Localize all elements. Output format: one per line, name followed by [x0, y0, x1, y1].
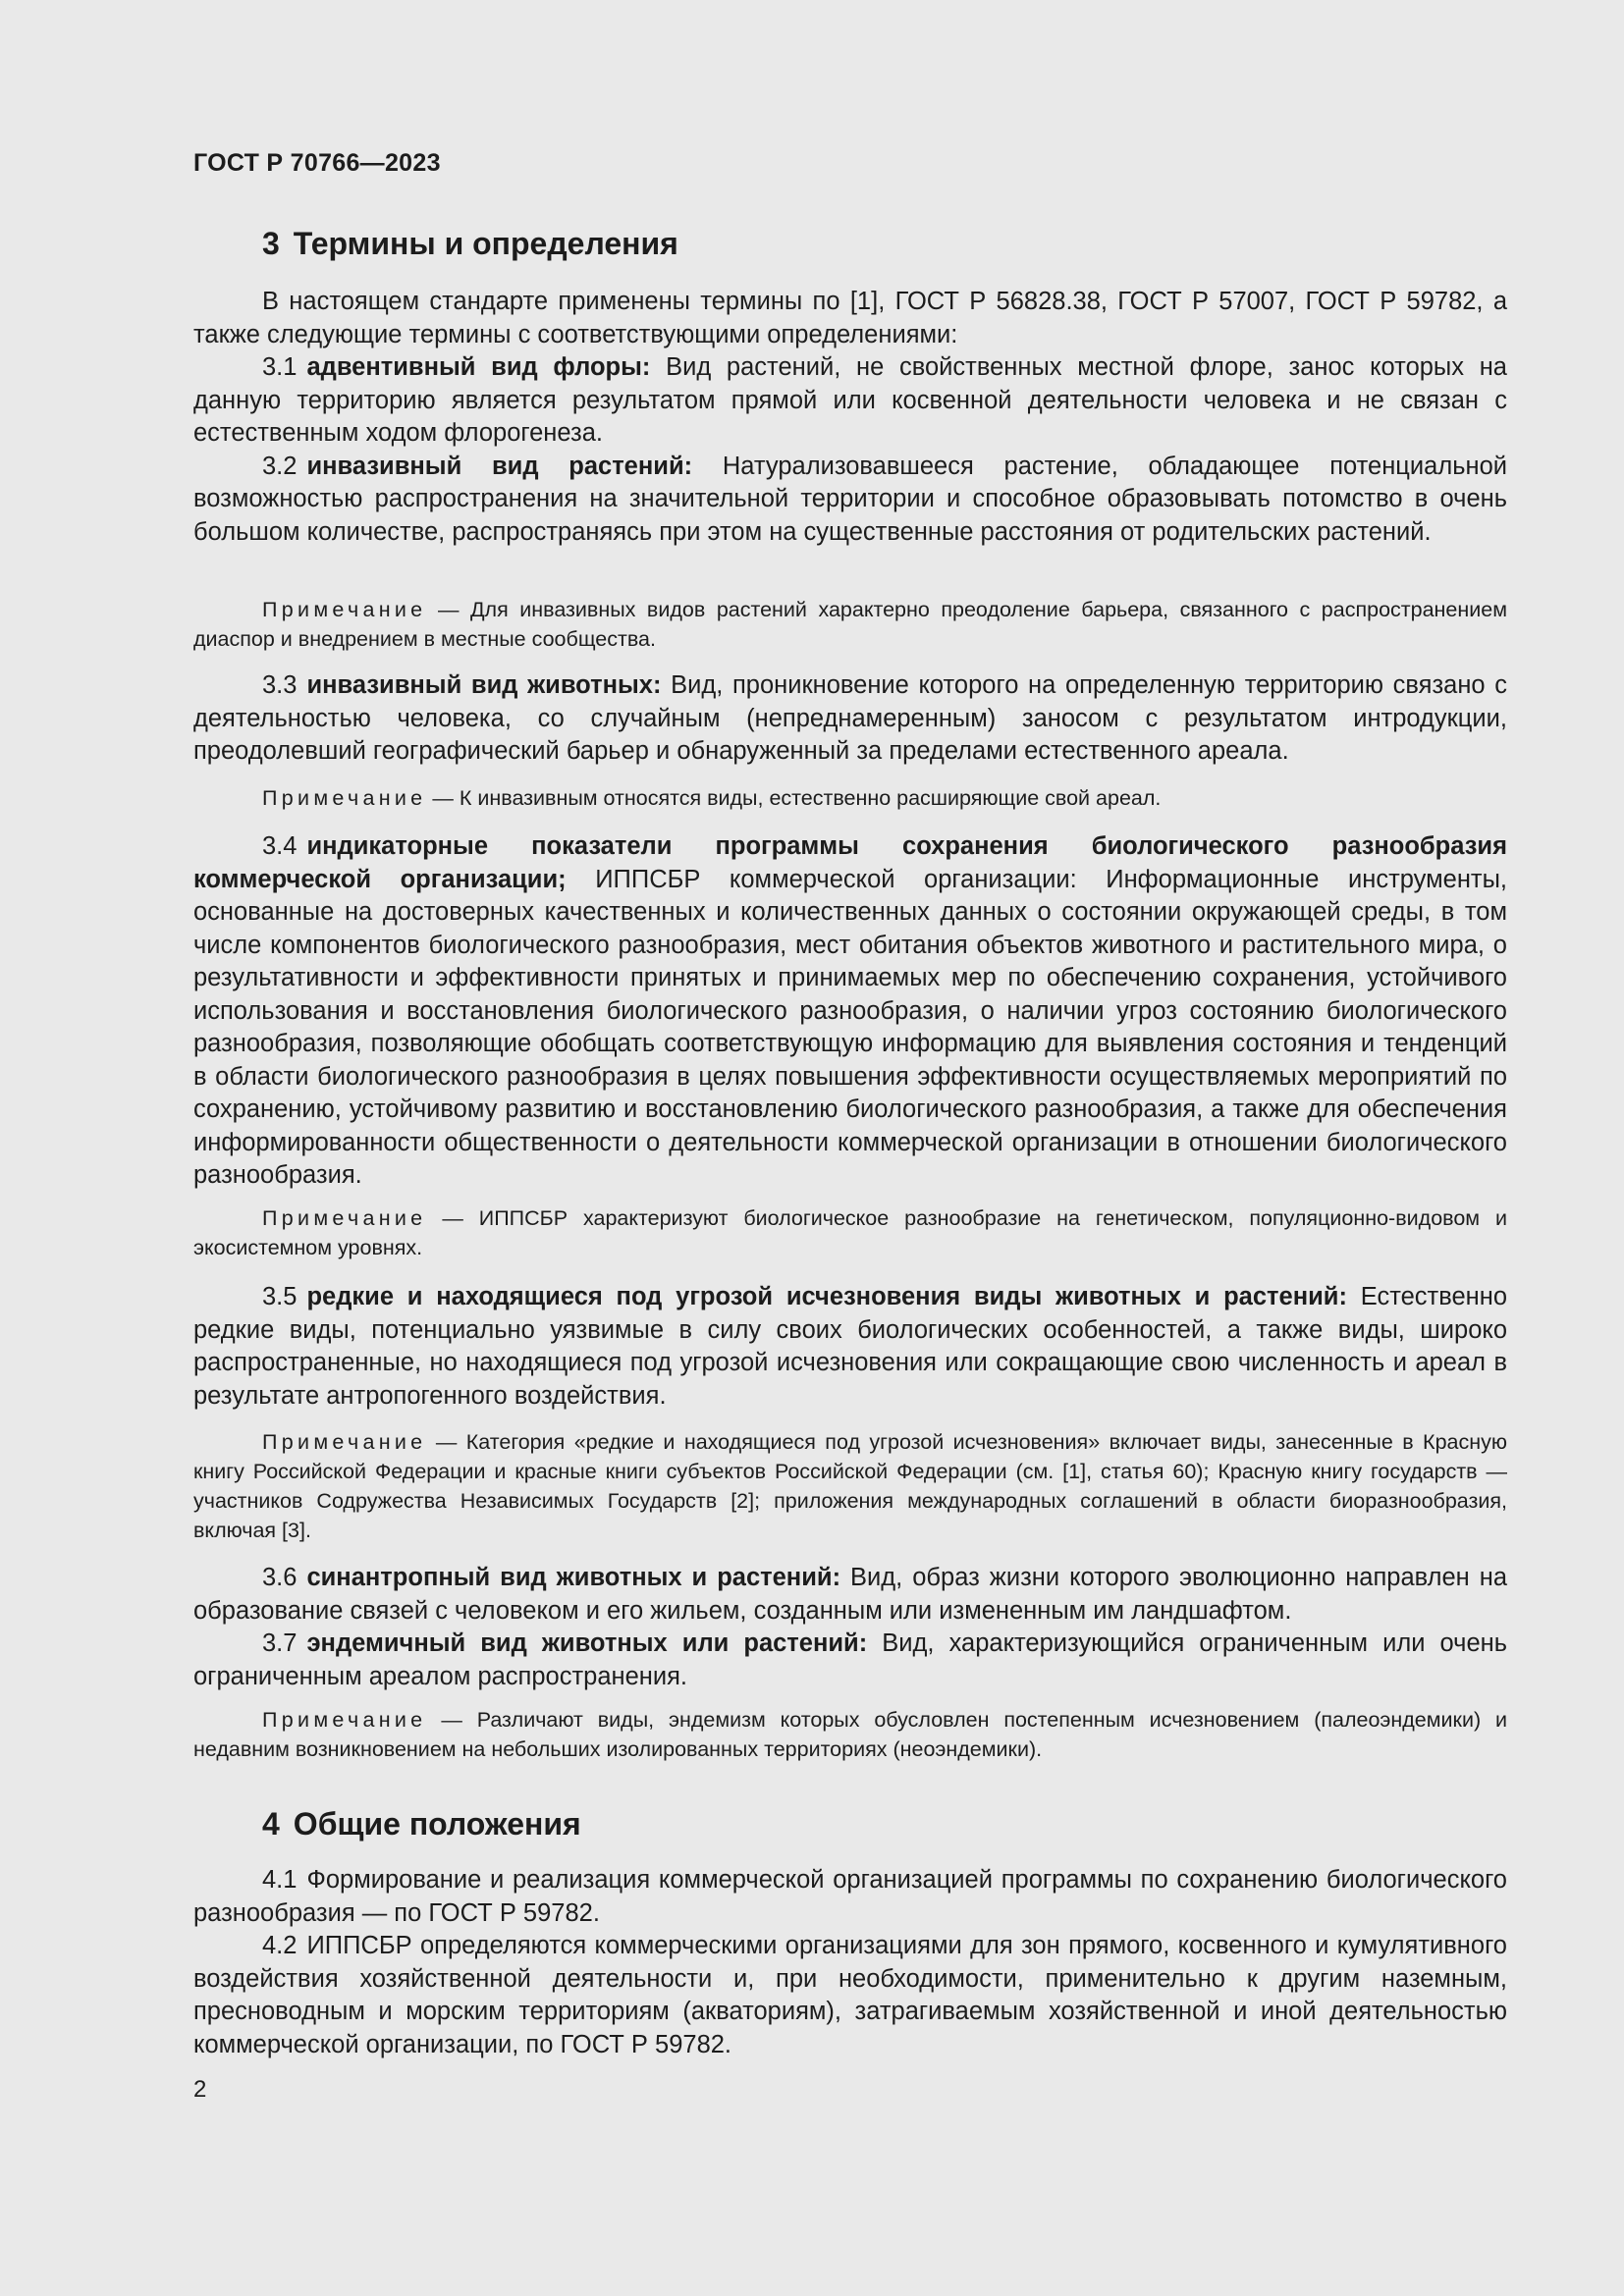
- note-dash: —: [426, 1206, 479, 1230]
- note-text: Категория «редкие и находящиеся под угрозой исчезновения» включает виды, занесенные в Красную книгу Российской Федерации и красные книги субъектов Российской Федерации (см. [1], статья 60); Красную книгу государств — участников Содружества Независимых Государств [2]; приложения международных соглашений в области биоразнообразия, включая [3].: [193, 1430, 1507, 1542]
- term-definition: Вид растений, не свойственных местной флоре, занос которых на данную территорию является результатом прямой или косвенной деятельности человека и не связан с естественным ходом флорогенеза.: [193, 353, 1507, 447]
- note-3-2: [193, 595, 1507, 654]
- section-3-intro: В настоящем стандарте применены термины по [1], ГОСТ Р 56828.38, ГОСТ Р 57007, ГОСТ Р 59782, а также следующие термины с соответствующими определениями:: [193, 288, 1507, 348]
- item-number: 4.1: [262, 1866, 298, 1894]
- section-title: Термины и определения: [293, 226, 678, 261]
- note-label: Примечание: [262, 1206, 427, 1230]
- note-label: Примечание: [262, 786, 427, 810]
- term-3-6: [193, 1562, 1507, 1628]
- section-title: Общие положения: [293, 1806, 581, 1842]
- term-name: инвазивный вид животных:: [306, 671, 662, 699]
- section-3-intro-block: [193, 286, 1507, 549]
- page-number: 2: [193, 2076, 207, 2103]
- term-3-7: [193, 1628, 1507, 1693]
- term-name: инвазивный вид растений:: [306, 452, 693, 480]
- note-label: Примечание: [262, 1430, 427, 1454]
- note-3-5-block: [193, 1427, 1507, 1545]
- item-text: Формирование и реализация коммерческой организацией программы по сохранению биологического разнообразия — по ГОСТ Р 59782.: [193, 1866, 1507, 1927]
- term-number: 3.4: [262, 832, 298, 860]
- note-3-2-block: [193, 595, 1507, 654]
- document-header: ГОСТ Р 70766—2023: [193, 149, 441, 177]
- note-dash: —: [426, 598, 470, 621]
- item-number: 4.2: [262, 1932, 298, 1959]
- term-number: 3.2: [262, 452, 298, 480]
- term-3-5: [193, 1281, 1507, 1413]
- term-3-6-3-7-block: [193, 1562, 1507, 1693]
- item-4-2: [193, 1930, 1507, 2061]
- term-definition: ИППСБР коммерческой организации: Информационные инструменты, основанные на достоверных качественных и количественных данных о состоянии окружающей среды, в том числе компонентов биологического разнообразия, мест обитания объектов животного и растительного мира, о результативности и эффективности принятых и принимаемых мер по обеспечению сохранения, устойчивого использования и восстановления биологического разнообразия, о наличии угроз состоянию биологического разнообразия, позволяющие обобщать соответствующую информацию для выявления состояния и тенденций в области биологического разнообразия в целях повышения эффективности осуществляемых мероприятий по сохранению, устойчивому развитию и восстановлению биологического разнообразия, а также для обеспечения информированности общественности о деятельности коммерческой организации в отношении биологического разнообразия.: [193, 865, 1507, 1189]
- term-3-5-block: [193, 1281, 1507, 1413]
- term-name: редкие и находящиеся под угрозой исчезновения виды животных и растений:: [306, 1283, 1347, 1310]
- term-3-1: [193, 351, 1507, 451]
- note-label: Примечание: [262, 598, 427, 621]
- note-3-3-block: [193, 783, 1507, 813]
- term-name: индикаторные показатели программы сохранения биологического разнообразия коммерческой организации;: [193, 832, 1507, 893]
- term-3-3-block: [193, 669, 1507, 769]
- item-text: ИППСБР определяются коммерческими организациями для зон прямого, косвенного и кумулятивного воздействия хозяйственной деятельности и, при необходимости, применительно к другим наземным, пресноводным и морским территориям (акваториям), затрагиваемым хозяйственной и иной деятельностью коммерческой организации, по ГОСТ Р 59782.: [193, 1932, 1507, 2058]
- item-4-1: [193, 1864, 1507, 1930]
- section-number: 4: [262, 1806, 280, 1842]
- note-3-7: [193, 1705, 1507, 1764]
- note-3-4: [193, 1203, 1507, 1262]
- term-number: 3.6: [262, 1564, 298, 1591]
- term-3-3: [193, 669, 1507, 769]
- note-label: Примечание: [262, 1708, 427, 1732]
- note-dash: —: [426, 1708, 477, 1732]
- note-text: Для инвазивных видов растений характерно преодоление барьера, связанного с распространением диаспор и внедрением в местные сообщества.: [193, 598, 1507, 651]
- note-dash: —: [426, 786, 460, 810]
- note-3-3: [193, 783, 1507, 813]
- term-number: 3.1: [262, 353, 298, 381]
- term-definition: Вид, проникновение которого на определенную территорию связано с деятельностью человека, со случайным (непреднамеренным) заносом с результатом интродукции, преодолевший географический барьер и обнаруженный за пределами естественного ареала.: [193, 671, 1507, 765]
- note-dash: —: [426, 1430, 466, 1454]
- note-3-4-block: [193, 1203, 1507, 1262]
- term-definition: Вид, характеризующийся ограниченным или очень ограниченным ареалом распространения.: [193, 1629, 1507, 1690]
- note-text: ИППСБР характеризуют биологическое разнообразие на генетическом, популяционно-видовом и экосистемном уровнях.: [193, 1206, 1507, 1259]
- section-3-heading: [262, 226, 678, 262]
- term-3-2: [193, 451, 1507, 550]
- note-text: Различают виды, эндемизм которых обусловлен постепенным исчезновением (палеоэндемики) и недавним возникновением на небольших изолированных территориях (неоэндемики).: [193, 1708, 1507, 1761]
- term-number: 3.3: [262, 671, 298, 699]
- term-name: адвентивный вид флоры:: [306, 353, 651, 381]
- term-name: эндемичный вид животных или растений:: [306, 1629, 868, 1657]
- section-4-heading: [262, 1806, 581, 1842]
- term-number: 3.7: [262, 1629, 298, 1657]
- term-3-4-block: [193, 830, 1507, 1193]
- section-number: 3: [262, 226, 280, 261]
- term-name: синантропный вид животных и растений:: [306, 1564, 841, 1591]
- note-3-5: [193, 1427, 1507, 1545]
- term-definition: Вид, образ жизни которого эволюционно направлен на образование связей с человеком и его жильем, созданным или измененным им ландшафтом.: [193, 1564, 1507, 1625]
- term-definition: Натурализовавшееся растение, обладающее потенциальной возможностью распространения на значительной территории и способное образовывать потомство в очень большом количестве, распространяясь при этом на существенные расстояния от родительских растений.: [193, 452, 1508, 546]
- note-text: К инвазивным относятся виды, естественно расширяющие свой ареал.: [459, 786, 1162, 810]
- term-3-4: [193, 830, 1507, 1193]
- section-4-body: [193, 1864, 1507, 2061]
- note-3-7-block: [193, 1705, 1507, 1764]
- term-definition: Естественно редкие виды, потенциально уязвимые в силу своих биологических особенностей, а также виды, широко распространенные, но находящиеся под угрозой исчезновения или сокращающие свою численность и ареал в результате антропогенного воздействия.: [193, 1283, 1507, 1410]
- term-number: 3.5: [262, 1283, 298, 1310]
